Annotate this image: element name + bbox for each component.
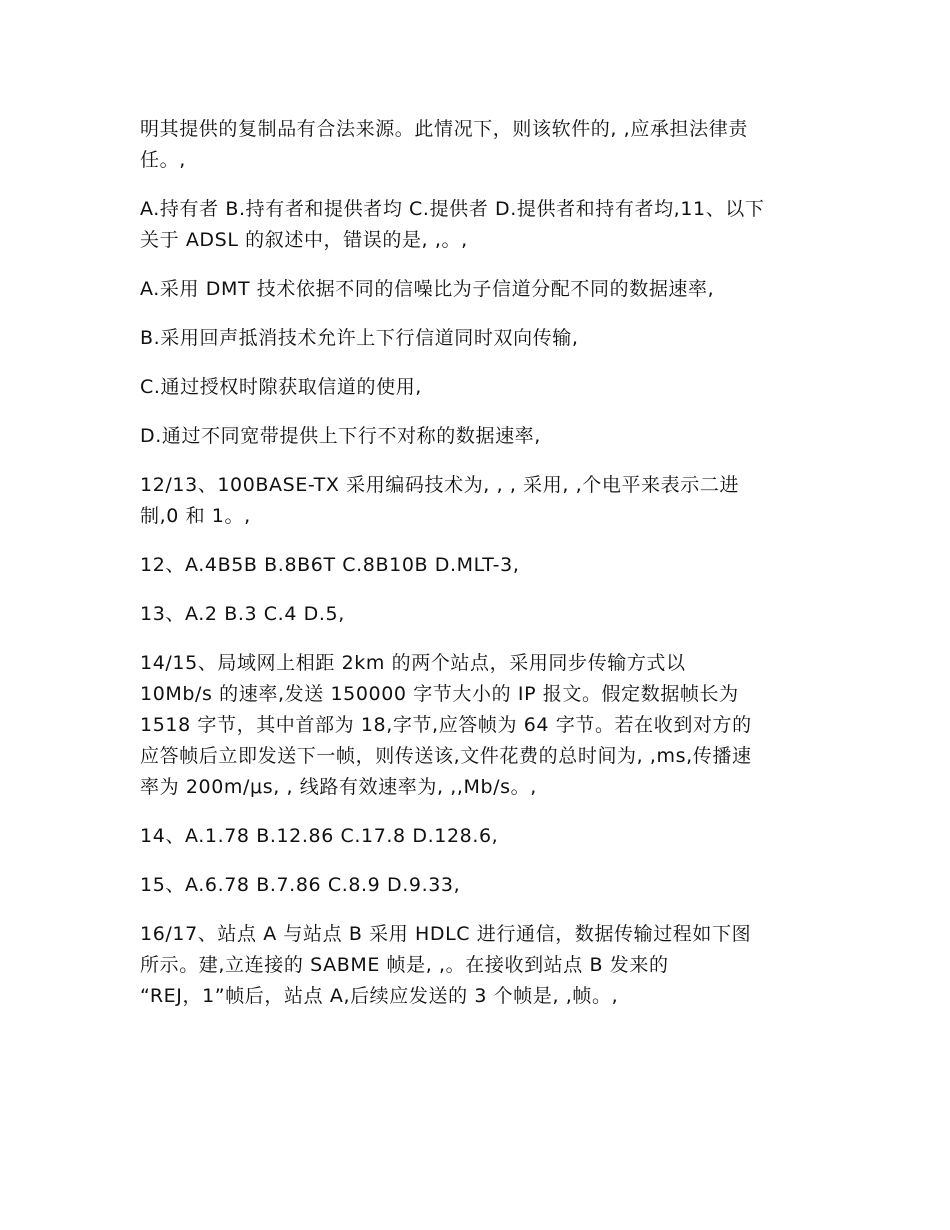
paragraph-options-q10-and-q11 <box>140 194 830 256</box>
text-line: 10Mb/s 的速率,发送 150000 字节大小的 IP 报文。假定数据帧长为 <box>140 683 739 705</box>
option-d-asymmetric <box>140 421 830 452</box>
paragraph-copyright-liability <box>140 114 830 176</box>
text-line: 14、A.1.78 B.12.86 C.17.8 D.128.6, <box>140 825 499 847</box>
text-line: 关于 ADSL 的叙述中，错误的是, ,。, <box>140 229 468 251</box>
question-16-17 <box>140 919 830 1012</box>
text-line: 12/13、100BASE-TX 采用编码技术为, , , 采用, ,个电平来表示二进 <box>140 474 740 496</box>
text-line: C.通过授权时隙获取信道的使用, <box>140 376 422 398</box>
options-q15 <box>140 870 830 901</box>
text-line: 1518 字节，其中首部为 18,字节,应答帧为 64 字节。若在收到对方的 <box>140 714 752 736</box>
text-line: 15、A.6.78 B.7.86 C.8.9 D.9.33, <box>140 874 461 896</box>
text-line: “REJ，1”帧后，站点 A,后续应发送的 3 个帧是, ,帧。, <box>140 985 619 1007</box>
options-q14 <box>140 821 830 852</box>
text-line: 明其提供的复制品有合法来源。此情况下，则该软件的, ,应承担法律责 <box>140 118 748 140</box>
document-body <box>140 114 830 1030</box>
text-line: 13、A.2 B.3 C.4 D.5, <box>140 603 345 625</box>
text-line: B.采用回声抵消技术允许上下行信道同时双向传输, <box>140 327 579 349</box>
question-14-15 <box>140 648 830 803</box>
text-line: 率为 200m/μs, , 线路有效速率为, ,,Mb/s。, <box>140 776 537 798</box>
options-q13 <box>140 599 830 630</box>
text-line: 所示。建,立连接的 SABME 帧是, ,。在接收到站点 B 发来的 <box>140 954 669 976</box>
text-line: 制,0 和 1。, <box>140 505 251 527</box>
option-b-echo-cancel <box>140 323 830 354</box>
text-line: 应答帧后立即发送下一帧，则传送该,文件花费的总时间为, ,ms,传播速 <box>140 745 752 767</box>
question-12-13 <box>140 470 830 532</box>
option-a-dmt <box>140 274 830 305</box>
text-line: 任。, <box>140 149 186 171</box>
text-line: D.通过不同宽带提供上下行不对称的数据速率, <box>140 425 541 447</box>
option-c-time-slot <box>140 372 830 403</box>
text-line: A.持有者 B.持有者和提供者均 C.提供者 D.提供者和持有者均,11、以下 <box>140 198 765 220</box>
text-line: 16/17、站点 A 与站点 B 采用 HDLC 进行通信，数据传输过程如下图 <box>140 923 752 945</box>
text-line: A.采用 DMT 技术依据不同的信噪比为子信道分配不同的数据速率, <box>140 278 715 300</box>
text-line: 14/15、局域网上相距 2km 的两个站点，采用同步传输方式以 <box>140 652 686 674</box>
text-line: 12、A.4B5B B.8B6T C.8B10B D.MLT-3, <box>140 554 520 576</box>
options-q12 <box>140 550 830 581</box>
